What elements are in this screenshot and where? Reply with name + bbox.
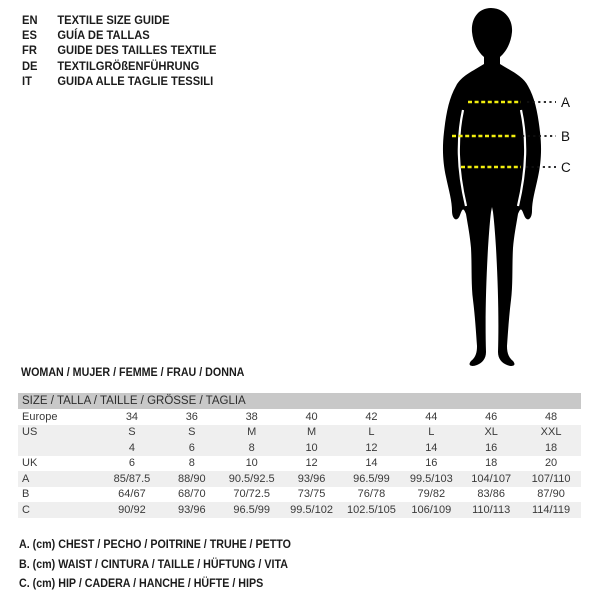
lang-row-en — [22, 12, 216, 27]
size-cell: M — [247, 426, 257, 439]
size-cell: 70/72.5 — [233, 488, 271, 501]
lang-code: DE — [22, 58, 38, 73]
row-label: B — [22, 488, 30, 501]
size-cell: 14 — [425, 441, 438, 454]
marker-label-c: C — [561, 160, 571, 175]
size-cell: 16 — [485, 441, 498, 454]
lang-code: EN — [22, 12, 38, 27]
lang-code: IT — [22, 74, 32, 89]
table-row-us-letter — [18, 425, 581, 441]
size-cell: 93/96 — [178, 503, 206, 516]
size-cell: 6 — [128, 457, 135, 470]
size-cell: 83/86 — [477, 488, 505, 501]
lang-code: ES — [22, 28, 37, 43]
size-cell: 44 — [425, 410, 438, 423]
size-cell: 90/92 — [118, 503, 146, 516]
size-cell: 73/75 — [297, 488, 326, 501]
size-cell: 38 — [245, 410, 258, 423]
size-cell: 96.5/99 — [353, 472, 390, 485]
table-row-uk — [18, 456, 581, 472]
lang-title: GUIDE DES TAILLES TEXTILE — [57, 43, 217, 58]
head-silhouette — [472, 8, 512, 68]
size-cell: L — [428, 426, 435, 439]
size-cell: 6 — [188, 441, 195, 454]
size-cell: 64/67 — [118, 488, 146, 501]
body-silhouette — [443, 64, 541, 366]
woman-silhouette-figure — [415, 0, 600, 380]
size-cell: 99.5/102 — [290, 503, 333, 516]
marker-label-a: A — [561, 95, 571, 110]
size-cell: 14 — [365, 457, 378, 470]
table-row-hip-c — [18, 502, 581, 518]
table-row-us-numeric — [18, 440, 581, 456]
size-cell: 4 — [128, 441, 135, 454]
size-cell: 102.5/105 — [346, 503, 396, 516]
lang-row-de — [22, 58, 216, 73]
size-cell: 104/107 — [471, 472, 512, 485]
lang-row-it — [22, 74, 216, 89]
legend-line-chest: A. (cm) CHEST / PECHO / POITRINE / TRUHE / PETTO — [19, 539, 291, 551]
measurement-legend — [19, 536, 291, 595]
size-cell: 18 — [544, 441, 558, 454]
size-cell: 10 — [305, 441, 318, 454]
size-cell: 99.5/103 — [409, 472, 453, 485]
size-cell: 48 — [544, 410, 558, 423]
size-cell: XL — [484, 426, 498, 439]
size-cell: 87/90 — [537, 488, 565, 501]
size-cell: 106/109 — [411, 503, 452, 516]
size-cell: 68/70 — [178, 488, 206, 501]
size-cell: XXL — [540, 426, 562, 439]
size-table-header: SIZE / TALLA / TAILLE / GRÖSSE / TAGLIA — [18, 393, 581, 409]
row-label: Europe — [22, 410, 58, 423]
row-label: C — [22, 503, 30, 516]
row-label: US — [22, 426, 38, 439]
size-cell: M — [306, 426, 317, 439]
size-cell: 18 — [485, 457, 498, 470]
size-cell: 12 — [365, 441, 378, 454]
size-cell: 90.5/92.5 — [228, 472, 275, 485]
woman-group-heading: WOMAN / MUJER / FEMME / FRAU / DONNA — [21, 367, 245, 379]
size-cell: 20 — [544, 457, 558, 470]
lang-code: FR — [22, 43, 37, 58]
size-cell: 36 — [185, 410, 198, 423]
size-cell: L — [368, 426, 375, 439]
size-cell: 34 — [125, 410, 139, 423]
size-cell: S — [128, 426, 136, 439]
size-cell: 88/90 — [178, 472, 206, 485]
size-cell: 107/110 — [531, 472, 571, 485]
size-cell: 96.5/99 — [233, 503, 271, 516]
size-cell: 114/119 — [531, 503, 571, 516]
size-cell: 40 — [305, 410, 318, 423]
size-cell: 10 — [245, 457, 258, 470]
table-row-chest-a — [18, 471, 581, 487]
lang-title: TEXTILE SIZE GUIDE — [57, 12, 170, 27]
size-cell: 46 — [485, 410, 498, 423]
legend-line-waist: B. (cm) WAIST / CINTURA / TAILLE / HÜFTUNG / VITA — [19, 558, 288, 571]
size-table — [18, 393, 581, 518]
language-title-block — [22, 12, 216, 89]
lang-title: GUÍA DE TALLAS — [57, 28, 150, 43]
table-row-waist-b — [18, 487, 581, 503]
row-label: A — [22, 472, 30, 485]
size-cell: S — [188, 426, 196, 439]
table-row-europe — [18, 409, 581, 425]
size-cell: 110/113 — [472, 503, 511, 516]
size-cell: 42 — [365, 410, 378, 423]
size-cell: 76/78 — [357, 488, 386, 501]
size-cell: 8 — [248, 441, 255, 454]
marker-label-b: B — [561, 129, 571, 144]
size-cell: 8 — [188, 457, 195, 470]
size-cell: 12 — [305, 457, 318, 470]
legend-line-hip: C. (cm) HIP / CADERA / HANCHE / HÜFTE / HIPS — [19, 578, 264, 591]
lang-title: TEXTILGRÖßENFÜHRUNG — [57, 58, 200, 73]
lang-title: GUIDA ALLE TAGLIE TESSILI — [57, 74, 214, 89]
size-cell: 16 — [425, 457, 438, 470]
row-label: UK — [22, 457, 38, 470]
size-cell: 79/82 — [417, 488, 446, 501]
size-cell: 93/96 — [297, 472, 326, 485]
lang-row-es — [22, 27, 216, 42]
size-cell: 85/87.5 — [113, 472, 151, 485]
lang-row-fr — [22, 43, 216, 58]
